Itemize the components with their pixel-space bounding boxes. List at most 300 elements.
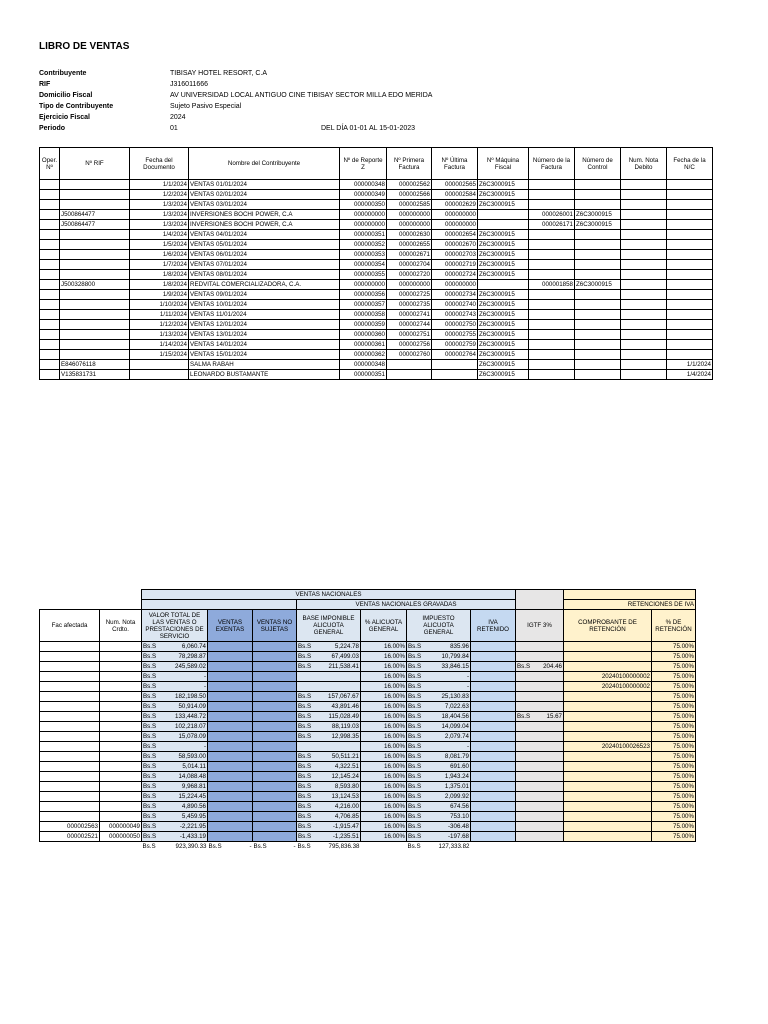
table-cell: Z6C3000915: [478, 370, 529, 380]
table-cell: [253, 792, 297, 802]
table-row: [40, 832, 696, 842]
currency-label: Bs.S: [298, 693, 312, 700]
table-cell: [516, 692, 564, 702]
table-cell: [40, 772, 100, 782]
amount-value: -1,433.19: [179, 833, 206, 840]
table-cell: 000002719: [432, 260, 478, 270]
table-cell: VENTAS 11/01/2024: [189, 310, 340, 320]
table-row: [40, 642, 696, 652]
table-cell: [100, 802, 142, 812]
table-cell: [621, 290, 667, 300]
table-cell: [100, 742, 142, 752]
table-cell: 000002655: [387, 240, 432, 250]
table-cell: [564, 662, 652, 672]
table-cell: [471, 682, 516, 692]
table-cell: [529, 230, 575, 240]
table-cell: [621, 240, 667, 250]
table-cell: 1/5/2024: [130, 240, 189, 250]
amount-cell: [142, 652, 208, 662]
amount-value: 12,998.35: [331, 733, 359, 740]
table-cell: J500328800: [60, 280, 130, 290]
blank-cell: [40, 842, 100, 852]
table-cell: 000002735: [387, 300, 432, 310]
table-cell: [40, 662, 100, 672]
table-cell: [667, 190, 713, 200]
blank-cell: [40, 590, 142, 600]
currency-label: Bs.S: [408, 763, 422, 770]
currency-label: Bs.S: [143, 813, 157, 820]
info-row: [39, 68, 639, 79]
table-cell: 16.00%: [361, 682, 407, 692]
table-cell: [621, 260, 667, 270]
table-cell: [100, 792, 142, 802]
table-row: [40, 280, 713, 290]
amount-cell: [142, 732, 208, 742]
column-header: IVA RETENIDO: [471, 610, 516, 642]
table-cell: V135831731: [60, 370, 130, 380]
table-cell: [575, 270, 621, 280]
table-cell: 1/8/2024: [130, 270, 189, 280]
table-cell: [208, 702, 253, 712]
column-header: BASE IMPONIBLE ALICUOTA GENERAL: [297, 610, 361, 642]
currency-label: Bs.S: [298, 713, 312, 720]
table-cell: 75.00%: [652, 722, 696, 732]
amount-value: 7,022.63: [444, 703, 469, 710]
table-cell: [253, 672, 297, 682]
amount-value: 4,216.00: [334, 803, 359, 810]
table-cell: [40, 210, 60, 220]
table-cell: [253, 682, 297, 692]
table-cell: 000000348: [340, 180, 387, 190]
table-cell: Z6C3000915: [478, 190, 529, 200]
table-cell: 20240100000002: [564, 672, 652, 682]
currency-label: Bs.S: [298, 663, 312, 670]
amount-cell: [142, 712, 208, 722]
table-cell: 000026001: [529, 210, 575, 220]
table-cell: [529, 330, 575, 340]
amount-value: 157,067.67: [328, 693, 359, 700]
table-cell: [471, 832, 516, 842]
table-row: [40, 672, 696, 682]
table-cell: [667, 210, 713, 220]
table-cell: [529, 260, 575, 270]
table-cell: 16.00%: [361, 662, 407, 672]
table-cell: VENTAS 02/01/2024: [189, 190, 340, 200]
table-cell: [516, 722, 564, 732]
currency-label: Bs.S: [143, 803, 157, 810]
table-cell: [253, 692, 297, 702]
column-header: Nº Máquina Fiscal: [478, 148, 529, 180]
currency-label: Bs.S: [298, 703, 312, 710]
table-cell: VENTAS 07/01/2024: [189, 260, 340, 270]
amount-value: -306.48: [448, 823, 469, 830]
amount-value: 13,124.53: [331, 793, 359, 800]
info-row: [39, 79, 639, 90]
amount-value: 5,224.78: [334, 643, 359, 650]
table-cell: [529, 190, 575, 200]
table-row: [40, 320, 713, 330]
table-cell: 000000351: [340, 230, 387, 240]
info-value: AV UNIVERSIDAD LOCAL ANTIGUO CINE TIBISAY SECTOR MILLA EDO MERIDA: [170, 92, 433, 99]
table-cell: 16.00%: [361, 692, 407, 702]
table-cell: [40, 200, 60, 210]
table-cell: [471, 812, 516, 822]
table-cell: [40, 742, 100, 752]
table-cell: [621, 190, 667, 200]
table-cell: [529, 320, 575, 330]
table-cell: [621, 180, 667, 190]
column-header: Nombre del Contribuyente: [189, 148, 340, 180]
table-cell: [621, 210, 667, 220]
amount-value: 795,836.38: [328, 843, 360, 850]
amount-value: 923,390.33: [175, 843, 207, 850]
table-cell: [253, 732, 297, 742]
table-cell: 16.00%: [361, 642, 407, 652]
info-row: [39, 112, 639, 123]
column-header: Fecha del Documento: [130, 148, 189, 180]
table-cell: [208, 772, 253, 782]
table-cell: [297, 742, 361, 752]
table-cell: [471, 772, 516, 782]
currency-label: Bs.S: [408, 703, 422, 710]
table-cell: 000002760: [387, 350, 432, 360]
info-value: J316011666: [170, 81, 209, 88]
table-cell: [575, 180, 621, 190]
table-cell: 000002750: [432, 320, 478, 330]
table-row: [40, 712, 696, 722]
table-cell: 000000000: [340, 210, 387, 220]
currency-label: Bs.S: [407, 843, 421, 850]
table-cell: [667, 240, 713, 250]
table-cell: [471, 702, 516, 712]
currency-label: Bs.S: [143, 783, 157, 790]
table-row: [40, 250, 713, 260]
table-cell: [253, 752, 297, 762]
table-cell: 16.00%: [361, 712, 407, 722]
table-cell: [253, 702, 297, 712]
table-cell: [516, 642, 564, 652]
column-header: Nº Última Factura: [432, 148, 478, 180]
table-cell: [575, 370, 621, 380]
currency-label: Bs.S: [298, 733, 312, 740]
table-cell: [208, 732, 253, 742]
amount-value: -: [466, 683, 469, 690]
table-cell: 000000356: [340, 290, 387, 300]
table-cell: [667, 220, 713, 230]
table-cell: [621, 350, 667, 360]
table-row: [40, 230, 713, 240]
table-cell: 000002734: [432, 290, 478, 300]
table-cell: [516, 782, 564, 792]
table-cell: Z6C3000915: [478, 320, 529, 330]
table-cell: [516, 762, 564, 772]
info-label: RIF: [39, 81, 51, 88]
table-cell: 16.00%: [361, 732, 407, 742]
table-cell: 000000361: [340, 340, 387, 350]
table-cell: Z6C3000915: [478, 350, 529, 360]
amount-cell: [407, 742, 471, 752]
amount-value: 58,593.00: [178, 753, 206, 760]
table-cell: [100, 752, 142, 762]
amount-value: 12,145.24: [331, 773, 359, 780]
table-cell: Z6C3000915: [478, 270, 529, 280]
table-cell: [575, 260, 621, 270]
table-cell: [40, 270, 60, 280]
table-cell: Z6C3000915: [478, 230, 529, 240]
table-cell: [253, 822, 297, 832]
currency-label: Bs.S: [143, 733, 157, 740]
table-cell: 16.00%: [361, 702, 407, 712]
table-cell: [387, 360, 432, 370]
table-cell: [253, 762, 297, 772]
amount-cell: [297, 802, 361, 812]
table-cell: [40, 802, 100, 812]
table-cell: VENTAS 10/01/2024: [189, 300, 340, 310]
table-cell: [471, 662, 516, 672]
table-cell: 000002756: [387, 340, 432, 350]
currency-label: Bs.S: [408, 733, 422, 740]
blank-cell: [564, 842, 652, 852]
table-cell: [40, 762, 100, 772]
amount-value: 50,914.09: [178, 703, 206, 710]
currency-label: Bs.S: [408, 813, 422, 820]
table-cell: [208, 832, 253, 842]
table-cell: [564, 802, 652, 812]
currency-label: Bs.S: [143, 693, 157, 700]
amount-value: 2,079.74: [444, 733, 469, 740]
amount-cell: [142, 702, 208, 712]
table-row: [40, 300, 713, 310]
info-label: Ejercicio Fiscal: [39, 114, 90, 121]
table-cell: [621, 280, 667, 290]
table-cell: Z6C3000915: [478, 180, 529, 190]
table-cell: [564, 712, 652, 722]
amount-cell: [142, 642, 208, 652]
amount-cell: [297, 772, 361, 782]
table-cell: SALMA RABAH: [189, 360, 340, 370]
table-cell: [40, 230, 60, 240]
currency-label: Bs.S: [143, 683, 157, 690]
table-cell: E846076118: [60, 360, 130, 370]
table-cell: [208, 812, 253, 822]
table-cell: [667, 180, 713, 190]
table-row: [40, 360, 713, 370]
table-cell: 000002521: [40, 832, 100, 842]
table-cell: [516, 802, 564, 812]
table-cell: [40, 330, 60, 340]
table-row: [40, 180, 713, 190]
amount-cell: [407, 702, 471, 712]
currency-label: Bs.S: [517, 663, 531, 670]
table-cell: 1/1/2024: [130, 180, 189, 190]
amount-cell: [407, 712, 471, 722]
table-cell: [40, 642, 100, 652]
table-cell: [471, 652, 516, 662]
currency-label: Bs.S: [408, 663, 422, 670]
table-cell: [621, 230, 667, 240]
table-cell: [564, 812, 652, 822]
amount-value: 8,593.80: [334, 783, 359, 790]
table-cell: 16.00%: [361, 752, 407, 762]
amount-value: 133,448.72: [175, 713, 206, 720]
amount-cell: [516, 712, 564, 722]
currency-label: Bs.S: [408, 773, 422, 780]
blank-cell: [361, 842, 407, 852]
table-row: [40, 802, 696, 812]
table-cell: [40, 350, 60, 360]
table-cell: [471, 722, 516, 732]
table-cell: [564, 762, 652, 772]
table-cell: [40, 310, 60, 320]
amount-value: 15,078.09: [178, 733, 206, 740]
amount-cell: [297, 822, 361, 832]
amount-cell: [407, 782, 471, 792]
table-cell: [253, 722, 297, 732]
page-title: LIBRO DE VENTAS: [39, 41, 130, 52]
table-row: [40, 240, 713, 250]
table-cell: [478, 280, 529, 290]
table-row: [40, 260, 713, 270]
table-cell: [471, 692, 516, 702]
table-cell: Z6C3000915: [575, 220, 621, 230]
amount-value: 4,890.56: [181, 803, 206, 810]
table-cell: [130, 370, 189, 380]
amount-value: -: [203, 673, 206, 680]
table-cell: [667, 300, 713, 310]
table-cell: 16.00%: [361, 672, 407, 682]
amount-cell: [407, 762, 471, 772]
group-header-row: [40, 600, 696, 610]
currency-label: Bs.S: [408, 713, 422, 720]
table-cell: [40, 370, 60, 380]
table-cell: [100, 642, 142, 652]
currency-label: Bs.S: [408, 833, 422, 840]
table-cell: [575, 330, 621, 340]
currency-label: Bs.S: [408, 783, 422, 790]
amount-value: 9,968.81: [181, 783, 206, 790]
table-cell: VENTAS 01/01/2024: [189, 180, 340, 190]
table-cell: [575, 250, 621, 260]
table-cell: [100, 812, 142, 822]
table-cell: 75.00%: [652, 832, 696, 842]
table-cell: Z6C3000915: [478, 360, 529, 370]
table-cell: [100, 682, 142, 692]
table-cell: [667, 260, 713, 270]
table-cell: [529, 180, 575, 190]
table-cell: 000000362: [340, 350, 387, 360]
amount-cell: [297, 642, 361, 652]
amount-cell: [407, 662, 471, 672]
table-cell: [60, 310, 130, 320]
table-cell: [100, 662, 142, 672]
table-cell: [60, 180, 130, 190]
currency-label: Bs.S: [143, 713, 157, 720]
column-header: Número de Control: [575, 148, 621, 180]
amount-value: 674.56: [450, 803, 469, 810]
table-cell: VENTAS 06/01/2024: [189, 250, 340, 260]
column-header: Oper. Nº: [40, 148, 60, 180]
amount-cell: [142, 752, 208, 762]
amount-value: 67,499.03: [331, 653, 359, 660]
table-cell: [575, 190, 621, 200]
table-cell: 16.00%: [361, 822, 407, 832]
table-cell: 75.00%: [652, 812, 696, 822]
currency-label: Bs.S: [298, 803, 312, 810]
amount-cell: [142, 792, 208, 802]
table-cell: [40, 812, 100, 822]
table-cell: [208, 762, 253, 772]
table-cell: 75.00%: [652, 802, 696, 812]
amount-cell: [407, 832, 471, 842]
table-cell: [516, 732, 564, 742]
table-cell: [471, 742, 516, 752]
table-cell: 000000348: [340, 360, 387, 370]
column-header: Número de la Factura: [529, 148, 575, 180]
table-cell: 000000000: [387, 280, 432, 290]
table-cell: [40, 320, 60, 330]
table-cell: [60, 320, 130, 330]
amount-value: 14,088.48: [178, 773, 206, 780]
currency-label: Bs.S: [408, 673, 422, 680]
amount-cell: [253, 842, 297, 852]
amount-cell: [142, 672, 208, 682]
amount-cell: [142, 722, 208, 732]
table-cell: [60, 290, 130, 300]
table-cell: [208, 782, 253, 792]
table-cell: 75.00%: [652, 662, 696, 672]
table-cell: [621, 200, 667, 210]
currency-label: Bs.S: [408, 753, 422, 760]
currency-label: Bs.S: [143, 743, 157, 750]
table-cell: [100, 692, 142, 702]
table-cell: 1/3/2024: [130, 210, 189, 220]
table-cell: [253, 832, 297, 842]
amount-value: 78,298.87: [178, 653, 206, 660]
table-cell: [667, 200, 713, 210]
table-cell: [253, 812, 297, 822]
table-cell: [40, 240, 60, 250]
table-cell: [529, 310, 575, 320]
table-cell: 000000000: [387, 210, 432, 220]
table-row: [40, 682, 696, 692]
table-cell: [208, 722, 253, 732]
table-cell: [253, 782, 297, 792]
amount-cell: [407, 732, 471, 742]
table-row: [40, 742, 696, 752]
table-cell: 1/8/2024: [130, 280, 189, 290]
currency-label: Bs.S: [208, 843, 222, 850]
table-cell: 1/7/2024: [130, 260, 189, 270]
info-value: 2024: [170, 114, 186, 121]
table-cell: 1/12/2024: [130, 320, 189, 330]
table-cell: 000002740: [432, 300, 478, 310]
table-cell: 16.00%: [361, 652, 407, 662]
table-cell: [253, 772, 297, 782]
amount-value: -: [466, 743, 469, 750]
table-cell: [516, 752, 564, 762]
amount-cell: [297, 752, 361, 762]
table-cell: [253, 742, 297, 752]
table-cell: [471, 712, 516, 722]
table-cell: 000002565: [432, 180, 478, 190]
currency-label: Bs.S: [143, 823, 157, 830]
table-cell: [575, 360, 621, 370]
blank-cell: [100, 842, 142, 852]
table-cell: 75.00%: [652, 692, 696, 702]
table-cell: [40, 180, 60, 190]
table-header-row: [40, 148, 713, 180]
table-cell: [40, 360, 60, 370]
